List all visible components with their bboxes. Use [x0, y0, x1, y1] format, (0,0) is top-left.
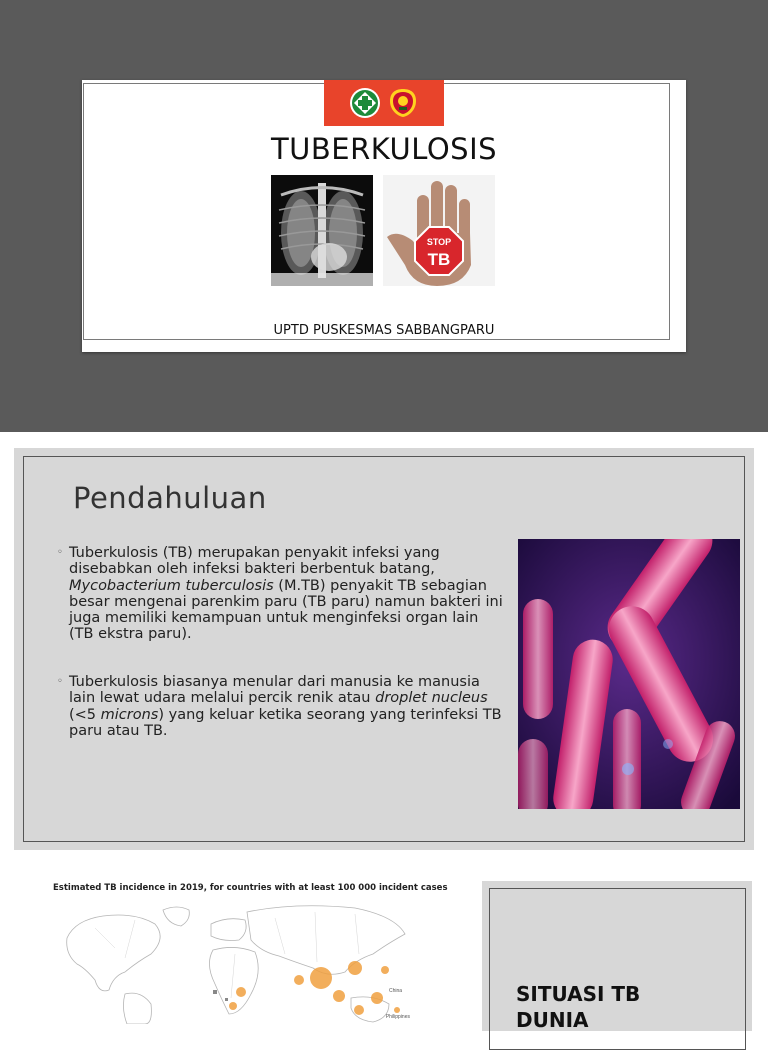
bullet-text: Tuberkulosis biasanya menular dari manusia ke manusia lain lewat udara melalui percik renik atau droplet nucleus (<5 microns) yang keluar ketika seorang yang terinfeksi TB paru atau TB.	[69, 674, 502, 739]
regency-emblem-icon	[387, 87, 419, 119]
stop-tb-hand-image	[383, 175, 495, 286]
map-label-china: China	[389, 988, 403, 994]
bullet-item	[57, 545, 507, 643]
tb-bacteria-image	[518, 539, 740, 809]
chest-xray-image	[271, 175, 373, 286]
presentation-title: TUBERKULOSIS	[270, 132, 498, 166]
bullet-text: Tuberkulosis (TB) merupakan penyakit infeksi yang disebabkan oleh infeksi bakteri berbentuk batang, Mycobacterium tuberculosis (M.TB) penyakit TB sebagian besar mengenai parenkim paru (TB paru) namun bakteri ini juga memiliki kemampuan untuk menginfeksi organ lain (TB ekstra paru).	[69, 545, 503, 643]
situation-slide-panel	[482, 881, 752, 1031]
slide-heading: SITUASI TB DUNIA	[516, 982, 641, 1032]
puskesmas-logo-icon	[349, 87, 381, 119]
map-caption: Estimated TB incidence in 2019, for countries with at least 100 000 incident cases	[53, 883, 448, 893]
bullet-icon: ◦	[57, 676, 63, 687]
bullet-icon: ◦	[57, 547, 63, 558]
introduction-slide	[14, 448, 754, 850]
bullet-item	[57, 674, 507, 739]
logo-banner	[324, 80, 444, 126]
map-label-philippines: Philippines	[385, 1014, 410, 1020]
title-slide	[82, 80, 686, 352]
stop-sign-text: STOP	[426, 237, 452, 247]
organization-name: UPTD PUSKESMAS SABBANGPARU	[273, 323, 495, 338]
world-tb-incidence-map	[55, 898, 420, 1024]
tb-sign-text: TB	[427, 250, 451, 269]
slide-heading: Pendahuluan	[73, 481, 267, 515]
